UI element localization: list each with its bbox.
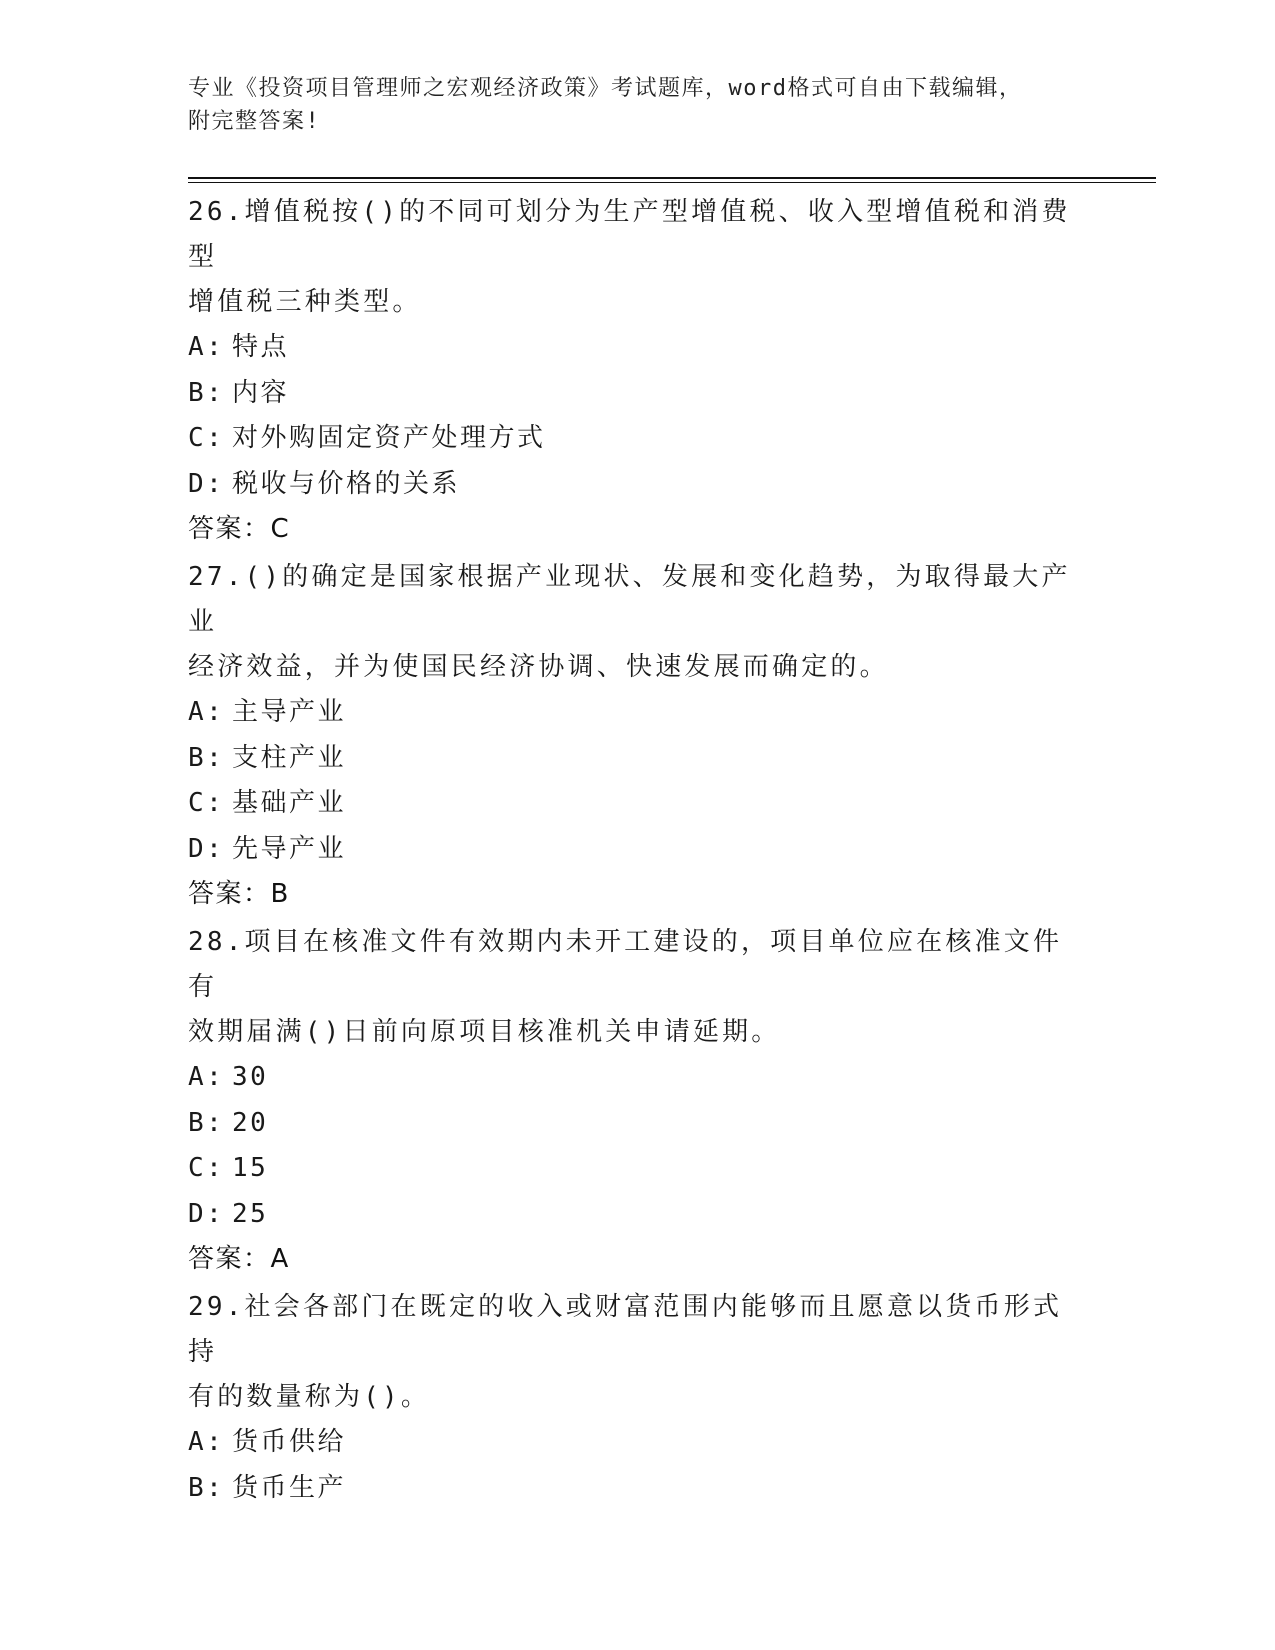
option-text: 主导产业: [232, 697, 347, 727]
option-text: 20: [232, 1107, 269, 1138]
option-a: [188, 1055, 1088, 1101]
question-stem-line-1: 27.()的确定是国家根据产业现状、发展和变化趋势，为取得最大产业: [188, 562, 1071, 637]
option-letter: D:: [188, 833, 225, 864]
header-divider-thin: [188, 182, 1156, 183]
answer-label: 答案：B: [188, 879, 290, 909]
document-header: [188, 72, 1088, 138]
header-divider-thick: [188, 177, 1156, 179]
question-stem-line-1: 26.增值税按()的不同可划分为生产型增值税、收入型增值税和消费型: [188, 197, 1071, 272]
option-letter: B:: [188, 1472, 225, 1503]
question-stem-line-2: 有的数量称为()。: [188, 1382, 431, 1412]
option-b: [188, 371, 1088, 417]
option-letter: B:: [188, 377, 225, 408]
option-letter: A:: [188, 332, 225, 362]
answer-label: 答案：A: [188, 1244, 290, 1274]
option-d: [188, 462, 1088, 508]
option-c: [188, 416, 1088, 462]
option-text: 货币生产: [232, 1472, 347, 1503]
question-stem-line-2: 效期届满()日前向原项目核准机关申请延期。: [188, 1017, 781, 1047]
option-text: 基础产业: [232, 788, 347, 818]
option-letter: C:: [188, 788, 225, 818]
option-letter: B:: [188, 1107, 225, 1138]
option-letter: D:: [188, 468, 225, 499]
option-text: 税收与价格的关系: [232, 468, 461, 499]
option-a: [188, 690, 1088, 736]
option-letter: B:: [188, 742, 225, 773]
option-letter: C:: [188, 423, 225, 453]
option-text: 货币供给: [232, 1427, 347, 1457]
option-a: [188, 325, 1088, 371]
option-text: 支柱产业: [232, 742, 347, 773]
option-c: [188, 781, 1088, 827]
question-stem-line-2: 增值税三种类型。: [188, 287, 422, 317]
header-line-1: 专业《投资项目管理师之宏观经济政策》考试题库，word格式可自由下载编辑，: [188, 76, 1023, 101]
option-c: [188, 1146, 1088, 1192]
question-29: [188, 1285, 1088, 1511]
option-text: 先导产业: [232, 833, 347, 864]
option-text: 25: [232, 1198, 269, 1229]
option-d: [188, 1192, 1088, 1238]
header-line-2: 附完整答案!: [188, 109, 321, 134]
option-letter: A:: [188, 1062, 225, 1092]
question-26: [188, 190, 1088, 552]
option-letter: A:: [188, 1427, 225, 1457]
option-b: [188, 736, 1088, 782]
question-stem-line-1: 29.社会各部门在既定的收入或财富范围内能够而且愿意以货币形式持: [188, 1292, 1063, 1367]
option-text: 15: [232, 1153, 269, 1183]
option-a: [188, 1420, 1088, 1466]
option-letter: D:: [188, 1198, 225, 1229]
option-d: [188, 827, 1088, 873]
question-stem-line-1: 28.项目在核准文件有效期内未开工建设的，项目单位应在核准文件有: [188, 927, 1063, 1002]
option-text: 对外购固定资产处理方式: [232, 423, 546, 453]
question-28: [188, 920, 1088, 1282]
option-text: 特点: [232, 332, 290, 362]
option-b: [188, 1101, 1088, 1147]
option-b: [188, 1466, 1088, 1512]
option-letter: C:: [188, 1153, 225, 1183]
question-27: [188, 555, 1088, 917]
question-stem-line-2: 经济效益，并为使国民经济协调、快速发展而确定的。: [188, 652, 889, 682]
option-text: 内容: [232, 377, 290, 408]
option-letter: A:: [188, 697, 225, 727]
answer-label: 答案：C: [188, 514, 291, 544]
option-text: 30: [232, 1062, 269, 1092]
